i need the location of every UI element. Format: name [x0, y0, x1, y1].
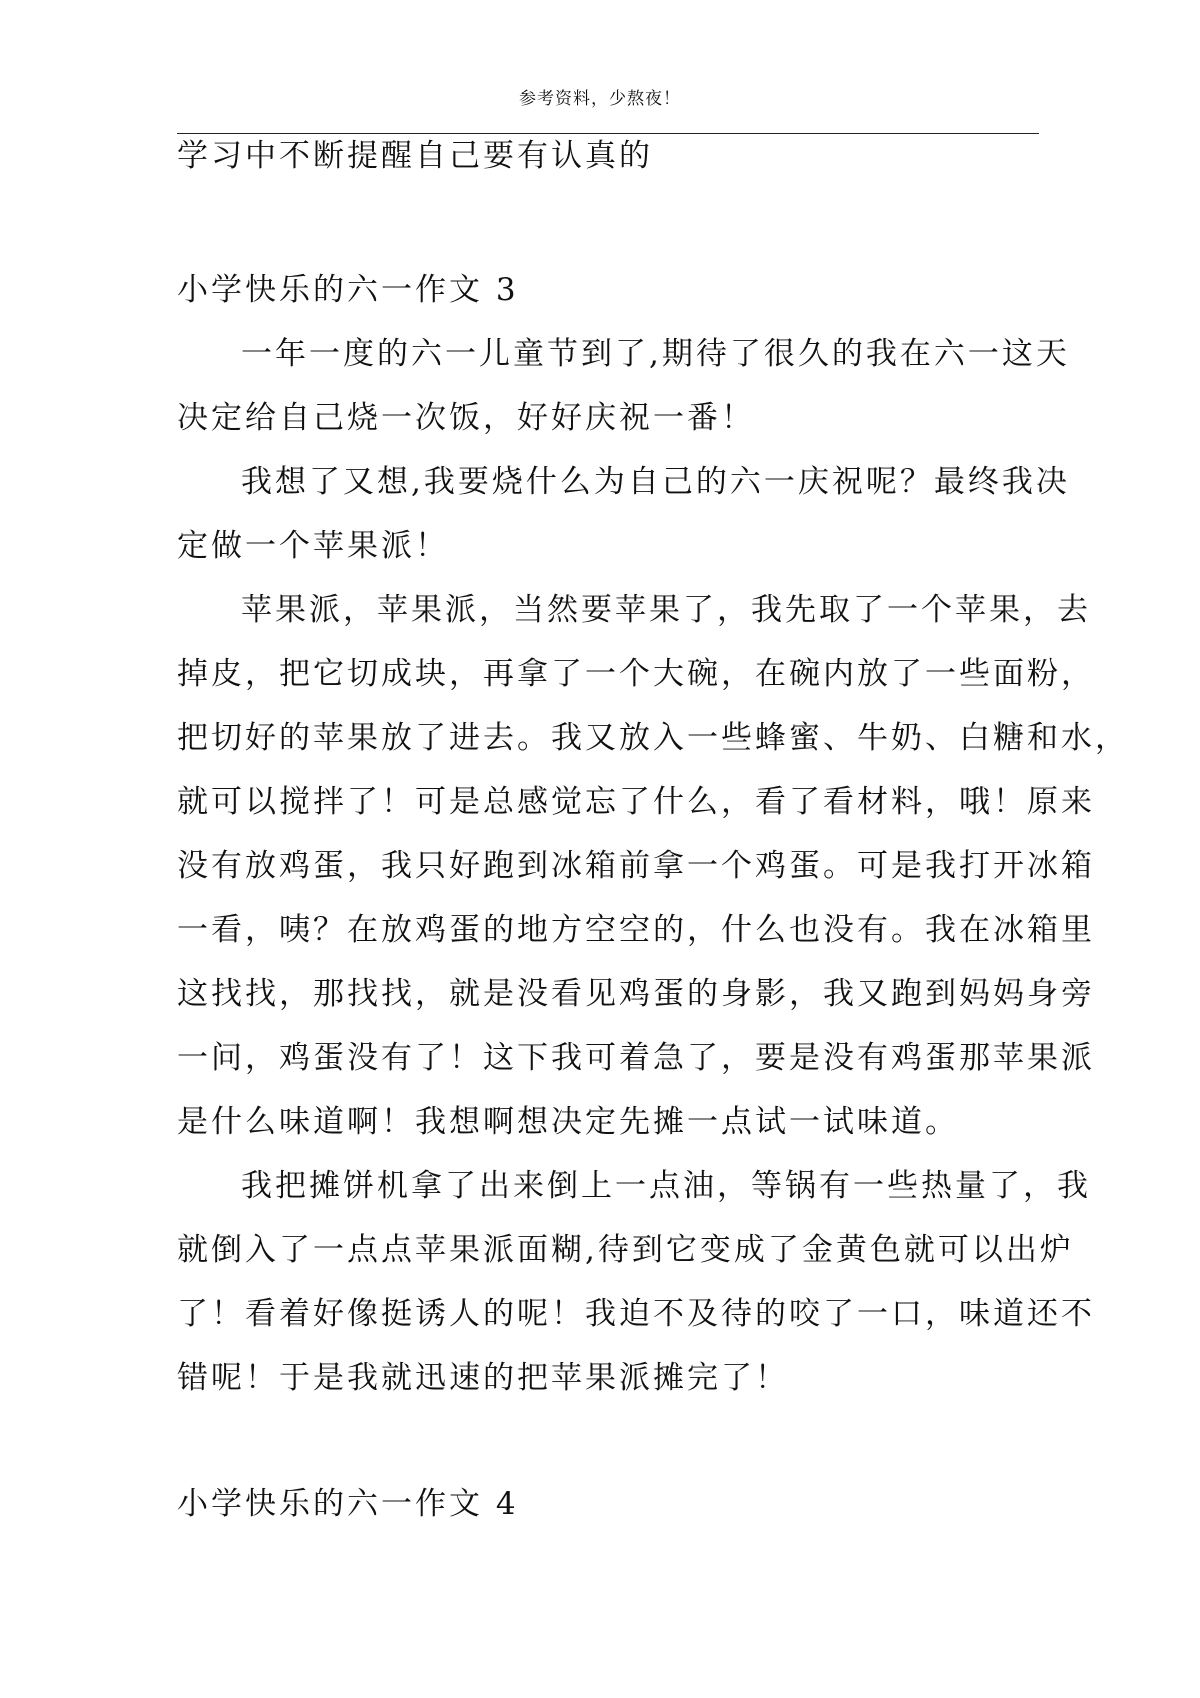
- page-header-note: 参考资料，少熬夜！: [519, 89, 681, 109]
- paragraph-line: 我想了又想,我要烧什么为自己的六一庆祝呢？最终我决: [241, 464, 1070, 500]
- paragraph-line: 这找找，那找找，就是没看见鸡蛋的身影，我又跑到妈妈身旁: [177, 976, 1095, 1012]
- paragraph-line: 就倒入了一点点苹果派面糊,待到它变成了金黄色就可以出炉: [177, 1232, 1074, 1268]
- paragraph-1: [177, 322, 1070, 450]
- paragraph-line: 了！看着好像挺诱人的呢！我迫不及待的咬了一口，味道还不: [177, 1296, 1095, 1332]
- paragraph-line: 一年一度的六一儿童节到了,期待了很久的我在六一这天: [241, 336, 1070, 372]
- paragraph-line: 一问，鸡蛋没有了！这下我可着急了，要是没有鸡蛋那苹果派: [177, 1040, 1095, 1076]
- paragraph-line: 定做一个苹果派！: [177, 528, 449, 564]
- paragraph-line: 没有放鸡蛋，我只好跑到冰箱前拿一个鸡蛋。可是我打开冰箱: [177, 848, 1095, 884]
- paragraph-4: [177, 1154, 1095, 1410]
- section-4-title: 小学快乐的六一作文 4: [177, 1486, 519, 1522]
- paragraph-2: [177, 450, 1070, 578]
- paragraph-line: 错呢！于是我就迅速的把苹果派摊完了！: [177, 1360, 789, 1396]
- paragraph-line: 苹果派，苹果派，当然要苹果了，我先取了一个苹果，去: [241, 592, 1091, 628]
- section-3-title: 小学快乐的六一作文 3: [177, 272, 519, 308]
- continuation-line: 学习中不断提醒自己要有认真的: [177, 138, 653, 174]
- paragraph-3: [177, 578, 1129, 1154]
- paragraph-line: 就可以搅拌了！可是总感觉忘了什么，看了看材料，哦！原来: [177, 784, 1095, 820]
- paragraph-line: 决定给自己烧一次饭，好好庆祝一番！: [177, 400, 755, 436]
- paragraph-line: 把切好的苹果放了进去。我又放入一些蜂蜜、牛奶、白糖和水，: [177, 720, 1129, 756]
- paragraph-line: 一看，咦？在放鸡蛋的地方空空的，什么也没有。我在冰箱里: [177, 912, 1095, 948]
- paragraph-line: 是什么味道啊！我想啊想决定先摊一点试一试味道。: [177, 1104, 959, 1140]
- paragraph-line: 我把摊饼机拿了出来倒上一点油，等锅有一些热量了，我: [241, 1168, 1091, 1204]
- paragraph-line: 掉皮，把它切成块，再拿了一个大碗，在碗内放了一些面粉，: [177, 656, 1095, 692]
